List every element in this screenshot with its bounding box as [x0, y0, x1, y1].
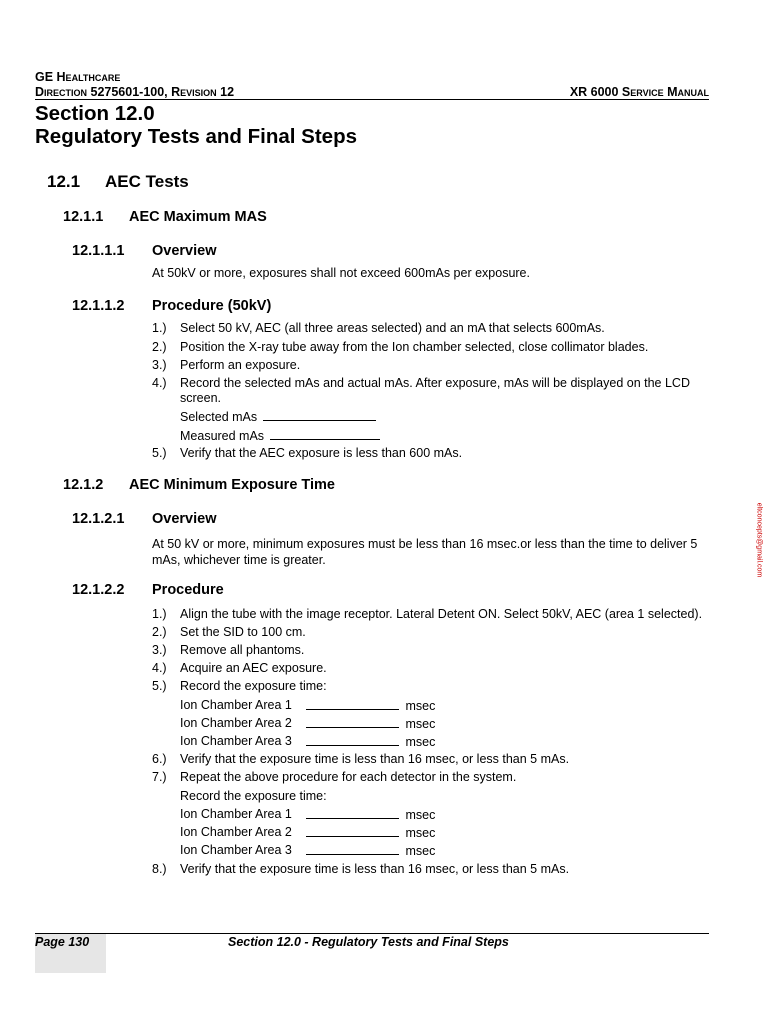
ion-chamber-label: Ion Chamber Area 3	[180, 734, 292, 748]
overview-text-line2: mAs, whichever time is greater.	[152, 553, 326, 567]
heading-12-1-2-2-title: Procedure	[152, 582, 224, 598]
step-number: 3.)	[152, 643, 167, 657]
unit-label: msec	[405, 717, 436, 731]
heading-12-1-1-1-number: 12.1.1.1	[72, 243, 125, 259]
ion-chamber-blank-row	[306, 698, 435, 713]
step-text: Set the SID to 100 cm.	[180, 625, 306, 639]
exposure-time-blank	[306, 807, 399, 819]
step-text: Verify that the exposure time is less than 16 msec, or less than 5 mAs.	[180, 752, 570, 766]
step-text: Verify that the exposure time is less than 16 msec, or less than 5 mAs.	[180, 862, 570, 876]
step-text: Acquire an AEC exposure.	[180, 661, 327, 675]
step-text: Verify that the AEC exposure is less than 600 mAs.	[180, 446, 463, 460]
heading-12-1-2-1-number: 12.1.2.1	[72, 511, 125, 527]
ion-chamber-blank-row	[306, 843, 435, 858]
header-manual-title: XR 6000 Service Manual	[569, 85, 709, 99]
step-text: Record the selected mAs and actual mAs. After exposure, mAs will be displayed on the LCD	[180, 376, 690, 390]
step-text: Select 50 kV, AEC (all three areas selected) and an mA that selects 600mAs.	[180, 321, 605, 335]
step-number: 3.)	[152, 358, 167, 372]
record-label: Record the exposure time:	[180, 789, 327, 803]
ion-chamber-row	[180, 807, 292, 821]
exposure-time-blank	[306, 716, 399, 728]
ion-chamber-label: Ion Chamber Area 1	[180, 698, 292, 712]
step-text: Repeat the above procedure for each detector in the system.	[180, 770, 517, 784]
step-text: Align the tube with the image receptor. Lateral Detent ON. Select 50kV, AEC (area 1 selected).	[180, 607, 703, 621]
step-number: 4.)	[152, 376, 167, 390]
step-number: 2.)	[152, 340, 167, 354]
ion-chamber-label: Ion Chamber Area 2	[180, 716, 292, 730]
heading-12-1-2-title: AEC Minimum Exposure Time	[129, 477, 335, 493]
ion-chamber-row	[180, 825, 292, 839]
ion-chamber-blank-row	[306, 807, 435, 822]
side-email-watermark: eltconcepts@gmail.com	[755, 502, 763, 578]
step-text: Record the exposure time:	[180, 679, 327, 693]
section-title-number: Section 12.0	[35, 102, 155, 125]
heading-12-1-1-2-number: 12.1.1.2	[72, 298, 125, 314]
overview-text: At 50kV or more, exposures shall not exceed 600mAs per exposure.	[152, 266, 530, 280]
ion-chamber-blank-row	[306, 716, 435, 731]
measured-mas-row	[180, 428, 380, 443]
heading-12-1-2-1-title: Overview	[152, 511, 217, 527]
heading-12-1-1-title: AEC Maximum MAS	[129, 209, 267, 225]
ion-chamber-row	[180, 698, 292, 712]
unit-label: msec	[405, 808, 436, 822]
heading-12-1-1-2-title: Procedure (50kV)	[152, 298, 272, 314]
heading-12-1-1-1-title: Overview	[152, 243, 217, 259]
step-number: 1.)	[152, 321, 167, 335]
overview-text-line1: At 50 kV or more, minimum exposures must be less than 16 msec.or less than the time to deliver 5	[152, 537, 698, 551]
step-number: 5.)	[152, 679, 167, 693]
step-text-continued: screen.	[180, 391, 221, 405]
heading-12-1-1-number: 12.1.1	[63, 209, 104, 225]
footer-title: Section 12.0 - Regulatory Tests and Final Steps	[228, 935, 509, 949]
exposure-time-blank	[306, 698, 399, 710]
footer-divider	[35, 933, 709, 934]
header-divider	[35, 99, 709, 100]
selected-mas-row	[180, 409, 376, 424]
step-number: 2.)	[152, 625, 167, 639]
step-number: 8.)	[152, 862, 167, 876]
step-number: 4.)	[152, 661, 167, 675]
selected-mas-label: Selected mAs	[180, 410, 258, 424]
step-text: Perform an exposure.	[180, 358, 301, 372]
ion-chamber-row	[180, 716, 292, 730]
ion-chamber-label: Ion Chamber Area 3	[180, 843, 292, 857]
ion-chamber-row	[180, 734, 292, 748]
unit-label: msec	[405, 826, 436, 840]
ion-chamber-blank-row	[306, 734, 435, 749]
ion-chamber-row	[180, 843, 292, 857]
step-number: 6.)	[152, 752, 167, 766]
heading-12-1-number: 12.1	[47, 172, 81, 191]
step-text: Position the X-ray tube away from the Ion chamber selected, close collimator blades.	[180, 340, 649, 354]
exposure-time-blank	[306, 843, 399, 855]
step-number: 5.)	[152, 446, 167, 460]
ion-chamber-blank-row	[306, 825, 435, 840]
heading-12-1-title: AEC Tests	[105, 172, 189, 191]
exposure-time-blank	[306, 734, 399, 746]
heading-12-1-2-number: 12.1.2	[63, 477, 104, 493]
step-text: Remove all phantoms.	[180, 643, 305, 657]
header-direction: Direction 5275601-100, Revision 12	[35, 85, 235, 99]
heading-12-1-2-2-number: 12.1.2.2	[72, 582, 125, 598]
page-number: Page 130	[35, 935, 90, 949]
header-company: GE Healthcare	[35, 70, 121, 84]
unit-label: msec	[405, 735, 436, 749]
measured-mas-blank	[270, 428, 380, 440]
step-number: 1.)	[152, 607, 167, 621]
selected-mas-blank	[263, 409, 376, 421]
section-title: Regulatory Tests and Final Steps	[35, 125, 357, 148]
measured-mas-label: Measured mAs	[180, 429, 265, 443]
unit-label: msec	[405, 844, 436, 858]
exposure-time-blank	[306, 825, 399, 837]
step-number: 7.)	[152, 770, 167, 784]
ion-chamber-label: Ion Chamber Area 2	[180, 825, 292, 839]
unit-label: msec	[405, 699, 436, 713]
ion-chamber-label: Ion Chamber Area 1	[180, 807, 292, 821]
